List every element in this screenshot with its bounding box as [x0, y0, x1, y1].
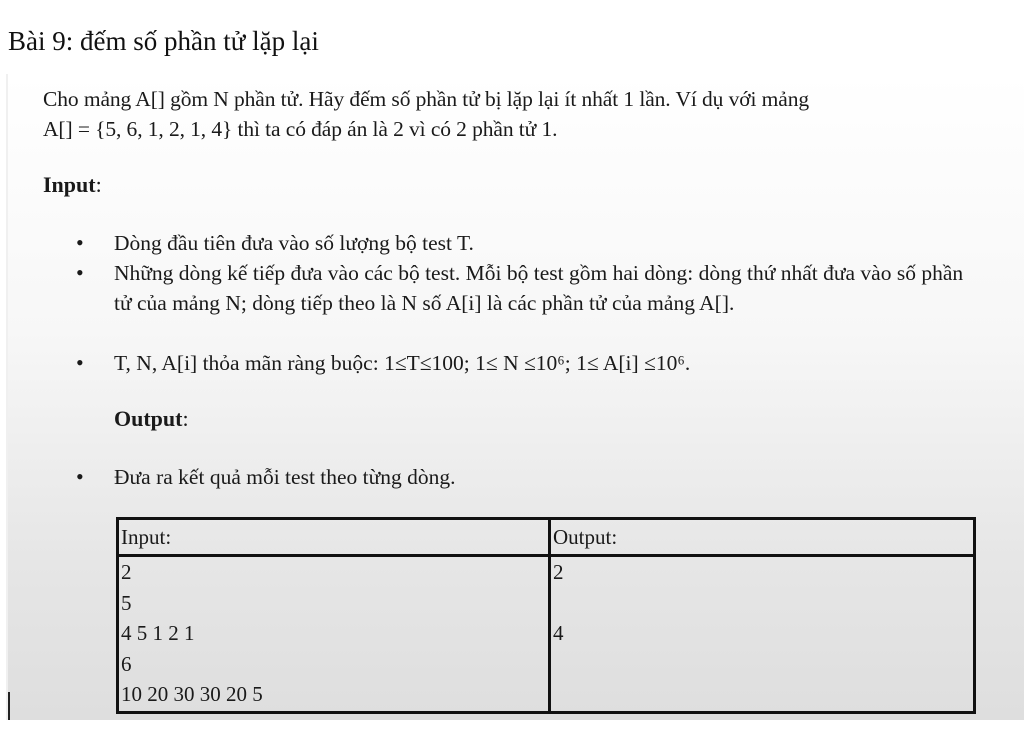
output-heading-label: Output — [114, 406, 183, 431]
page-title: Bài 9: đếm số phần tử lặp lại — [8, 26, 319, 56]
problem-description — [43, 84, 993, 144]
input-heading-label: Input — [43, 172, 96, 197]
input-line: 4 5 1 2 1 — [121, 621, 195, 645]
output-bullet-text: Đưa ra kết quả mỗi test theo từng dòng. — [114, 465, 456, 489]
input-bullet-text: T, N, A[i] thỏa mãn ràng buộc: 1≤T≤100; 1≤ N ≤10⁶; 1≤ A[i] ≤10⁶. — [114, 351, 691, 375]
input-line: 5 — [121, 590, 132, 615]
output-line: 2 — [553, 560, 564, 584]
example-table — [116, 517, 976, 714]
input-line: 2 — [121, 560, 132, 584]
output-heading — [114, 406, 189, 432]
output-cell — [550, 556, 975, 713]
table-header-row — [118, 519, 975, 556]
output-line: 4 — [553, 621, 564, 645]
input-cell — [118, 556, 550, 713]
output-line — [553, 588, 973, 619]
bullet-dot: • — [76, 350, 84, 375]
output-column-header: Output: — [550, 519, 975, 556]
text-cursor — [8, 692, 10, 720]
bullet-dot: • — [76, 260, 84, 285]
description-line-1: Cho mảng A[] gồm N phần tử. Hãy đếm số phần tử bị lặp lại ít nhất 1 lần. Ví dụ với mảng — [43, 87, 810, 111]
table-row — [118, 556, 975, 713]
input-heading-colon: : — [95, 172, 102, 197]
bullet-dot: • — [76, 230, 84, 255]
input-bullet-text: Những dòng kế tiếp đưa vào các bộ test. Mỗi bộ test gồm hai dòng: dòng thứ nhất đưa vào số phần tử của mảng N; dòng tiếp theo là N số A[i] là các phần tử của mảng A[]. — [114, 261, 964, 315]
input-column-header: Input: — [118, 519, 550, 556]
input-bullet-text: Dòng đầu tiên đưa vào số lượng bộ test T. — [114, 231, 474, 255]
description-line-2: A[] = {5, 6, 1, 2, 1, 4} thì ta có đáp án là 2 vì có 2 phần tử 1. — [43, 117, 558, 141]
input-heading — [43, 172, 102, 198]
output-heading-colon: : — [182, 406, 189, 431]
problem-statement-screenshot — [8, 74, 1024, 720]
bullet-dot: • — [76, 464, 84, 489]
input-line: 10 20 30 30 20 5 — [121, 682, 263, 706]
input-line: 6 — [121, 651, 132, 676]
